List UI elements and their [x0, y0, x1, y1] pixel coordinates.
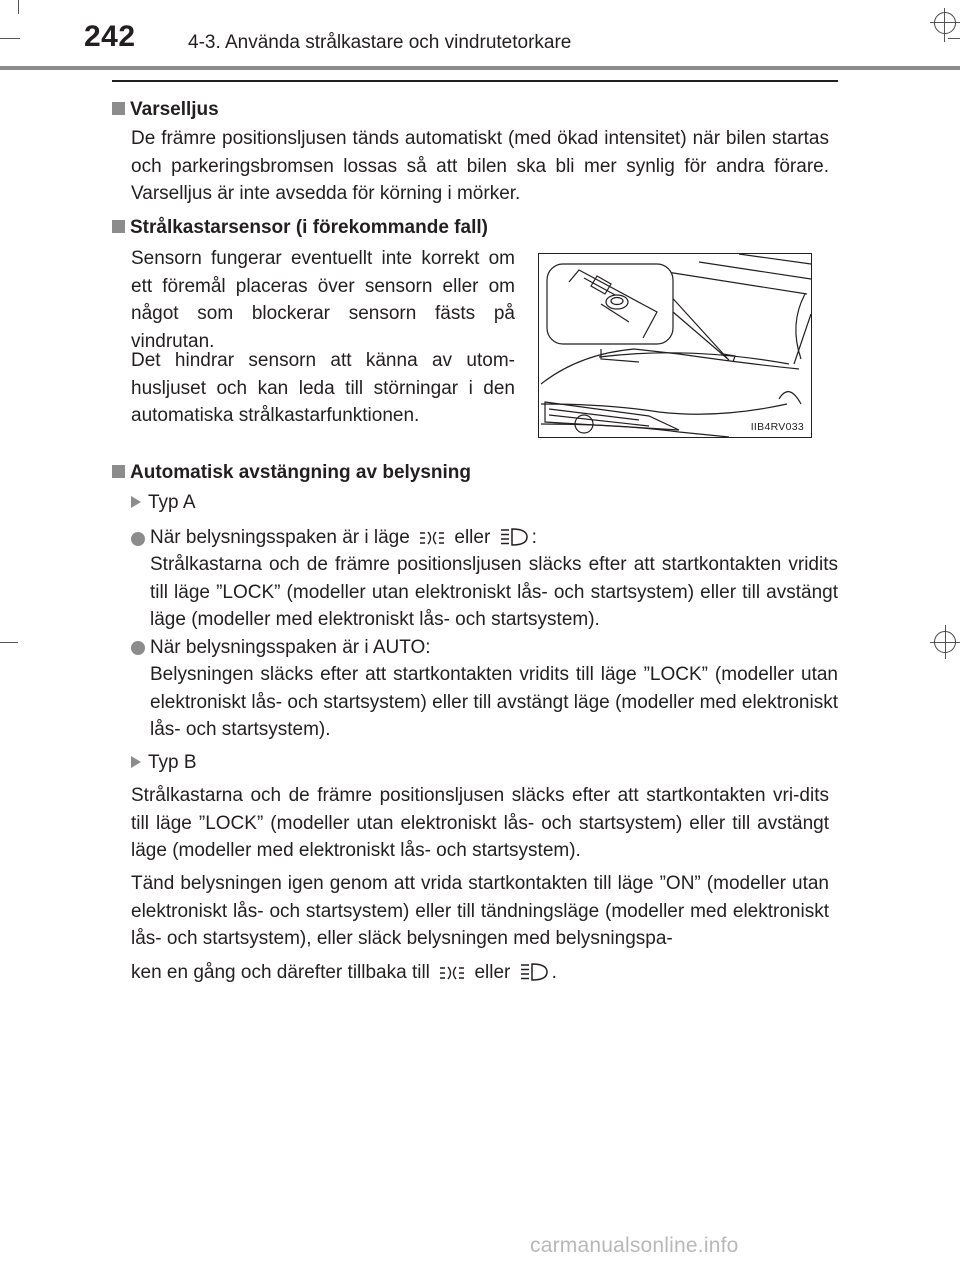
type-label-text: Typ A	[148, 492, 196, 513]
bullet-1-head	[150, 524, 537, 552]
bullet-text: eller	[454, 527, 491, 548]
figure-label: IIB4RV033	[750, 421, 804, 433]
paragraph-sensor-1: Sensorn fungerar eventuellt inte korrekt om ett föremål placeras över sensorn eller om något som blockerar sensorn fästs på vindrutan.	[131, 248, 515, 352]
type-b-paragraph-2-end	[131, 959, 557, 987]
type-a-label	[131, 489, 196, 517]
watermark-text: carmanualsonline.info	[530, 1234, 739, 1257]
bullet-2-text: Belysningen släcks efter att startkontakten vridits till läge ”LOCK” (modeller utan elektroniskt lås- och startsystem) eller till avstängt läge (modeller med elektroniskt lås- och startsystem).	[150, 664, 838, 740]
paragraph-text: .	[551, 962, 557, 983]
type-label-text: Typ B	[148, 752, 197, 773]
heading-text: Varselljus	[130, 99, 219, 120]
headlight-icon	[500, 527, 528, 547]
parking-light-icon	[419, 529, 445, 547]
crop-mark	[948, 38, 960, 39]
bullet-text: :	[531, 527, 537, 548]
windshield-sensor-illustration-icon	[539, 254, 811, 437]
headlight-icon	[520, 962, 548, 982]
heading-stralkastarsensor	[112, 215, 488, 241]
registration-mark-icon	[934, 12, 956, 34]
bullet-text: När belysningsspaken är i läge	[150, 527, 410, 548]
bullet-1-text: Strålkastarna och de främre positionsljusen släcks efter att startkontakten vridits till läge ”LOCK” (modeller utan elektroniskt lås- och startsystem) eller till avstängt läge (modeller med elektroniskt lås- och startsystem).	[150, 554, 838, 630]
heading-text: Strålkastarsensor (i förekommande fall)	[130, 217, 488, 238]
square-bullet-icon	[112, 465, 125, 478]
square-bullet-icon	[112, 102, 125, 115]
paragraph-text: ken en gång och därefter tillbaka till	[131, 962, 430, 983]
round-bullet-icon	[131, 532, 145, 546]
type-b-paragraph-1: Strålkastarna och de främre positionsljusen släcks efter att startkontakten vri-dits till läge ”LOCK” (modeller utan elektroniskt lås- och startsystem) eller till avstängt läge (modeller med elektroniskt lås- och startsystem).	[131, 785, 829, 861]
paragraph-varselljus: De främre positionsljusen tänds automatiskt (med ökad intensitet) när bilen startas och parkeringsbromsen lossas så att bilen ska bli mer synlig för andra förare. Varselljus är inte avsedda för körning i mörker.	[131, 128, 829, 204]
registration-mark-icon	[934, 631, 956, 653]
paragraph-sensor-2: Det hindrar sensorn att känna av utom-husljuset och kan leda till störningar i den automatiska strålkastarfunktionen.	[131, 350, 515, 426]
section-title: 4-3. Använda strålkastare och vindrutetorkare	[188, 32, 572, 53]
heading-varselljus	[112, 97, 219, 123]
heading-automatisk-avstangning	[112, 460, 471, 486]
type-b-label	[131, 749, 197, 777]
crop-mark	[0, 38, 20, 39]
square-bullet-icon	[112, 220, 125, 233]
type-b-paragraph-2: Tänd belysningen igen genom att vrida startkontakten till läge ”ON” (modeller utan elektroniskt lås- och startsystem) eller till tändningsläge (modeller med elektroniskt lås- och startsystem), eller släck belysningen med belysningspa-	[131, 873, 829, 949]
page-number: 242	[84, 20, 136, 53]
round-bullet-icon	[131, 641, 145, 655]
sensor-figure	[538, 253, 812, 438]
triangle-bullet-icon	[131, 496, 141, 508]
triangle-bullet-icon	[131, 756, 141, 768]
heading-text: Automatisk avstängning av belysning	[130, 462, 472, 483]
header-divider	[0, 66, 960, 70]
paragraph-text: eller	[474, 962, 511, 983]
crop-mark	[0, 642, 18, 643]
content-rule	[112, 80, 838, 82]
crop-mark	[18, 0, 19, 14]
parking-light-icon	[439, 964, 465, 982]
bullet-2-head: När belysningsspaken är i AUTO:	[150, 637, 431, 658]
